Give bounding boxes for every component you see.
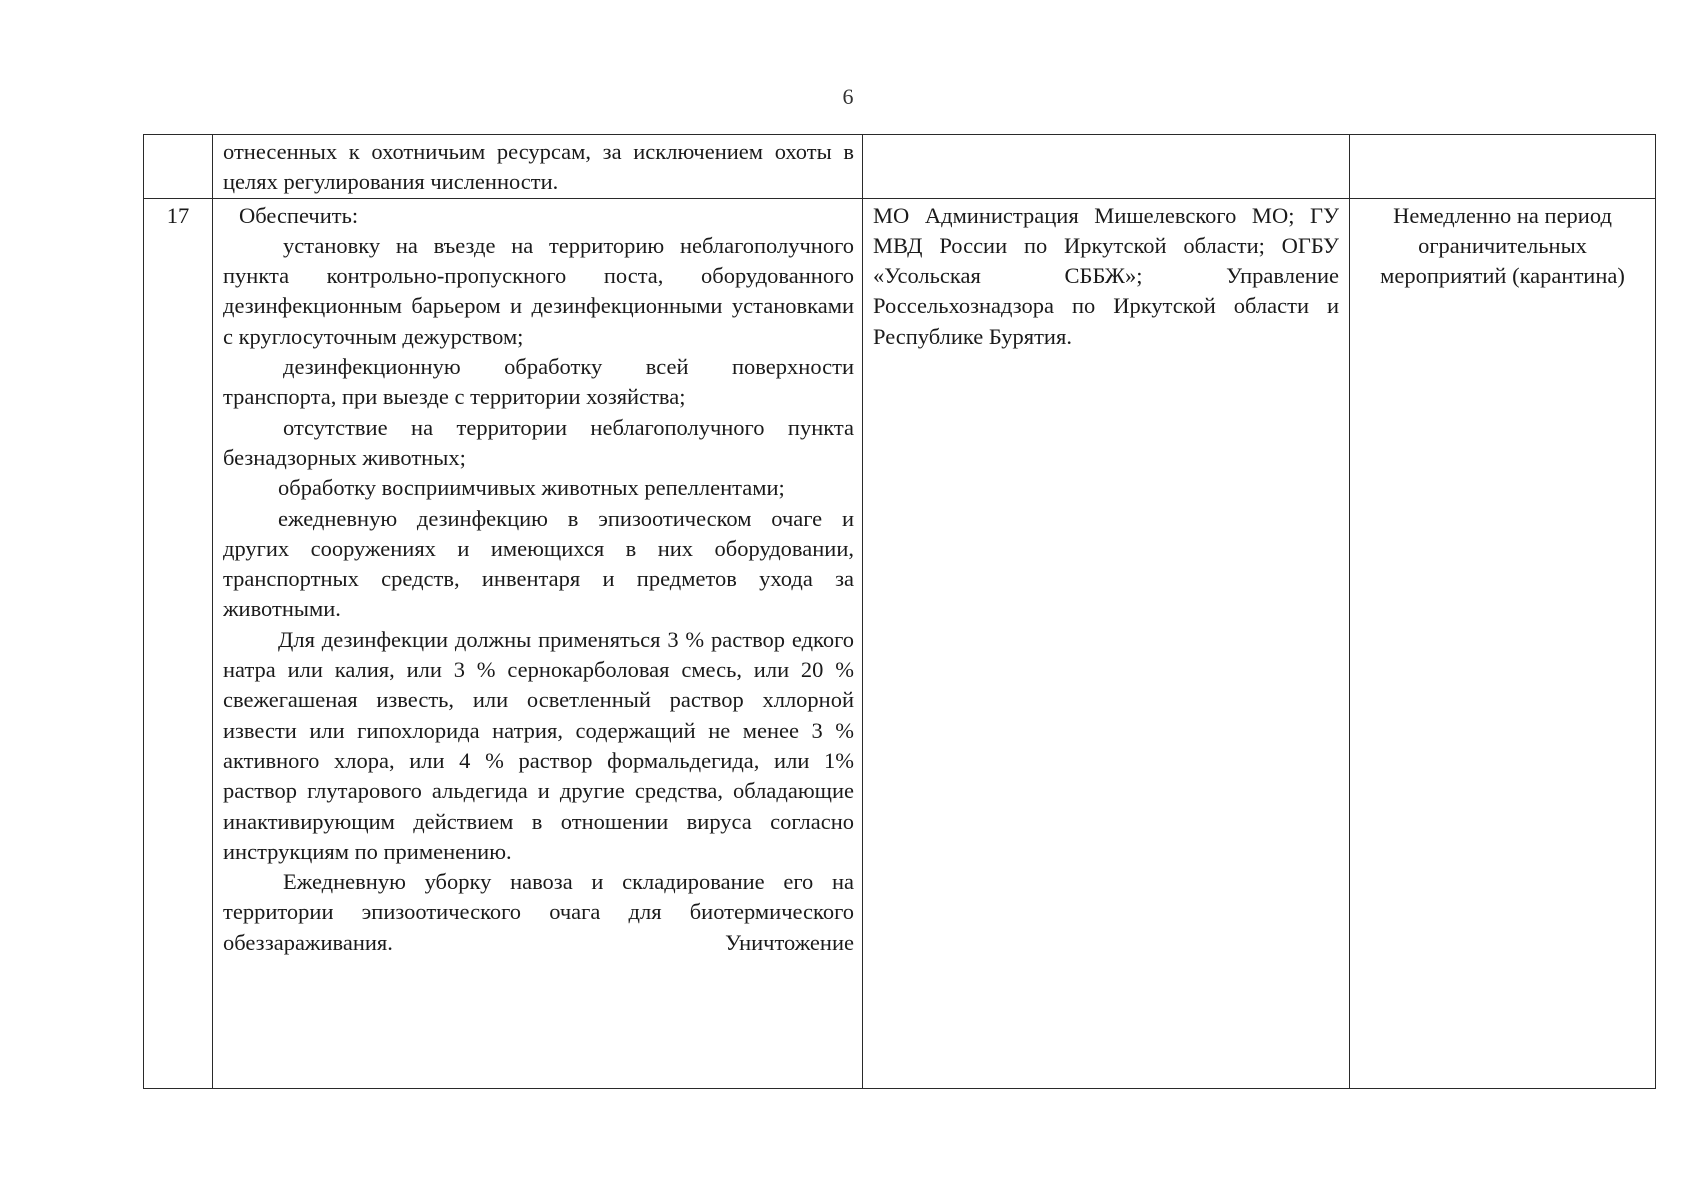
table-row-continuation bbox=[144, 135, 1656, 199]
action-paragraph: дезинфекционную обработку всей поверхности транспорта, при выезде с территории хозяйства; bbox=[223, 354, 854, 410]
measures-table bbox=[143, 134, 1656, 1089]
action-cell bbox=[213, 135, 863, 199]
action-paragraph: Для дезинфекции должны применяться 3 % раствор едкого натра или калия, или 3 % сернокарболовая смесь, или 20 % свежегашеная известь, или осветленный раствор хллорной извести или гипохлорида натрия, содержащий не менее 3 % активного хлора, или 4 % раствор формальдегида, или 1% раствор глутарового альдегида и другие средства, обладающие инактивирующим действием в отношении вируса согласно инструкциям по применению. bbox=[223, 626, 854, 864]
row-number-cell: 17 bbox=[144, 198, 213, 1088]
action-paragraph: отсутствие на территории неблагополучного пункта безнадзорных животных; bbox=[223, 414, 854, 470]
row-number-cell bbox=[144, 135, 213, 199]
action-paragraph: Ежедневную уборку навоза и складирование его на территории эпизоотического очага для биотермического обеззараживания. Уничтожение bbox=[223, 869, 854, 955]
action-paragraph: обработку восприимчивых животных репеллентами; bbox=[278, 475, 785, 501]
action-content bbox=[223, 201, 854, 1085]
table-row-17 bbox=[144, 198, 1656, 1088]
action-paragraph: ежедневную дезинфекцию в эпизоотическом очаге и других сооружениях и имеющихся в них оборудовании, транспортных средств, инвентаря и предметов ухода за животными. bbox=[223, 505, 854, 622]
responsible-cell bbox=[863, 135, 1350, 199]
action-cell bbox=[213, 198, 863, 1088]
action-text: отнесенных к охотничьим ресурсам, за исключением охоты в целях регулирования численности. bbox=[223, 139, 854, 195]
responsible-cell: МО Администрация Мишелевского МО; ГУ МВД России по Иркутской области; ОГБУ «Усольская СББЖ»; Управление Россельхознадзора по Иркутской области и Республике Бурятия. bbox=[863, 198, 1350, 1088]
term-cell: Немедленно на период ограничительных мероприятий (карантина) bbox=[1350, 198, 1656, 1088]
action-paragraph: установку на въезде на территорию неблагополучного пункта контрольно-пропускного поста, оборудованного дезинфекционным барьером и дезинфекционными установками с круглосуточным дежурством; bbox=[223, 232, 854, 349]
action-lead: Обеспечить: bbox=[239, 202, 359, 228]
term-cell bbox=[1350, 135, 1656, 199]
page-number: 6 bbox=[842, 84, 854, 109]
